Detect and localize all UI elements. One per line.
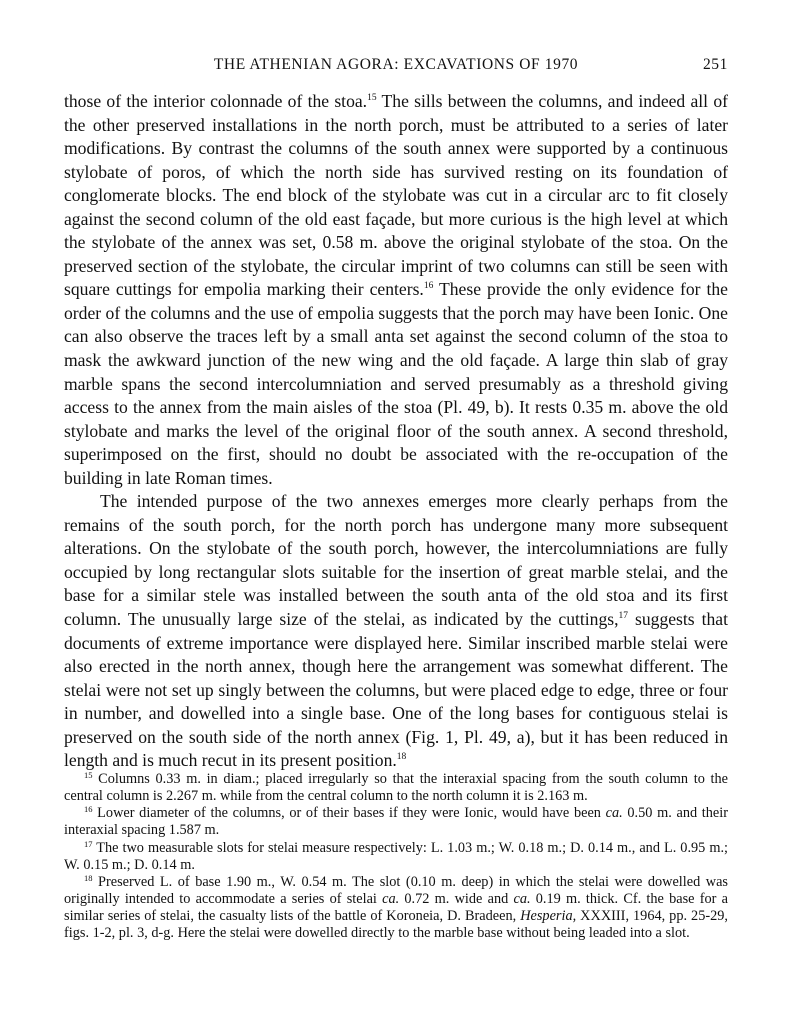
footnote-15 <box>64 771 728 805</box>
footnote-mark-16: 16 <box>84 804 93 815</box>
paragraph-1-text-a: those of the interior colonnade of the stoa. <box>64 91 368 111</box>
footnote-18-text-3: 0.19 m. thick. Cf. the base for a similar series of stelai, the casualty lists of the battle of Koroneia, D. Bradeen, <box>64 891 728 925</box>
footnote-18-ca-2: ca. <box>513 891 531 908</box>
paragraph-2-text-a: The intended purpose of the two annexes emerges more clearly perhaps from the remains of the south porch, for the north porch has undergone many more subsequent alterations. On the stylobate of the south porch, however, the intercolumniations are fully occupied by long rectangular slots suitable for the insertion of great marble stelai, and the base for a similar stele was installed between the south anta of the old stoa and its first column. The unusually large size of the stelai, as indicated by the cuttings, <box>64 491 728 630</box>
footnote-mark-15: 15 <box>84 770 93 780</box>
footnote-16-ca: ca. <box>605 805 623 822</box>
footnote-17-text: The two measurable slots for stelai measure respectively: L. 1.03 m.; W. 0.18 m.; D. 0.14 m., and L. 0.95 m.; W. 0.15 m.; D. 0.14 m. <box>64 839 728 873</box>
paragraph-1 <box>64 90 728 490</box>
header-title: THE ATHENIAN AGORA: EXCAVATIONS OF 1970 <box>213 56 579 73</box>
footnotes <box>64 771 728 943</box>
footnote-16-text-b: 0.50 m. and their interaxial spacing 1.587 m. <box>64 805 728 839</box>
footnote-18-journal: Hesperia, <box>520 908 577 925</box>
footnote-mark-18: 18 <box>84 872 93 883</box>
paragraph-1-text-c: These provide the only evidence for the order of the columns and the use of empolia suggests that the porch may have been Ionic. One can also observe the traces left by a small anta set against the second column of the stoa to mask the awkward junction of the new wing and the old façade. A large thin slab of gray marble spans the second intercolumniation and served presumably as a threshold giving access to the annex from the main aisles of the stoa (Pl. 49, b). It rests 0.35 m. above the old stylobate and marks the level of the original floor of the south annex. A second threshold, superimposed on the first, should no doubt be associated with the re-occupation of the building in late Roman times. <box>64 279 728 488</box>
footnote-16 <box>64 805 728 839</box>
page-number: 251 <box>702 56 728 73</box>
footnote-18-text-1: Preserved L. of base 1.90 m., W. 0.54 m. The slot (0.10 m. deep) in which the stelai were dowelled was originally intended to accommodate a series of stelai <box>64 873 728 908</box>
footnote-18-ca-1: ca. <box>382 891 400 908</box>
footnote-17 <box>64 840 728 874</box>
footnote-18-text-2: 0.72 m. wide and <box>399 891 514 908</box>
paragraph-2-text-b: suggests that documents of extreme importance were displayed here. Similar inscribed marble stelai were also erected in the north annex, though here the arrangement was somewhat different. The stelai were not set up singly between the columns, but were placed edge to edge, three or four in number, and dowelled into a single base. One of the long bases for contiguous stelai is preserved on the south side of the north annex (Fig. 1, Pl. 49, a), but it has been reduced in length and is much recut in its present position. <box>64 609 728 771</box>
footnote-18-text-4: XXXIII, 1964, pp. 25-29, figs. 1-2, pl. 3, d-g. Here the stelai were dowelled directly to the marble base without being leaded into a slot. <box>64 908 728 942</box>
footnote-mark-17: 17 <box>84 838 93 849</box>
footnote-18 <box>64 874 728 943</box>
footnote-ref-16[interactable]: 16 <box>423 281 434 292</box>
footnote-16-text-a: Lower diameter of the columns, or of their bases if they were Ionic, would have been <box>92 805 606 822</box>
footnote-ref-17[interactable]: 17 <box>618 611 629 622</box>
body-text <box>64 90 728 773</box>
footnote-ref-18[interactable]: 18 <box>396 752 407 763</box>
running-header <box>64 56 728 80</box>
paragraph-2 <box>64 490 728 773</box>
footnote-15-text: Columns 0.33 m. in diam.; placed irregularly so that the interaxial spacing from the south column to the central column is 2.267 m. while from the central column to the north column it is 2.163 m. <box>64 771 728 805</box>
footnote-ref-15[interactable]: 15 <box>367 93 377 103</box>
paragraph-1-text-b: The sills between the columns, and indeed all of the other preserved installations in the north porch, must be attributed to a series of later modifications. By contrast the columns of the south annex were supported by a continuous stylobate of poros, of which the north side has survived resting on its foundation of conglomerate blocks. The end block of the stylobate was cut in a circular arc to fit closely against the second column of the old east façade, but more curious is the high level at which the stylobate of the annex was set, 0.58 m. above the original stylobate of the stoa. On the preserved section of the stylobate, the circular imprint of two columns can still be seen with square cuttings for empolia marking their centers. <box>64 91 728 300</box>
